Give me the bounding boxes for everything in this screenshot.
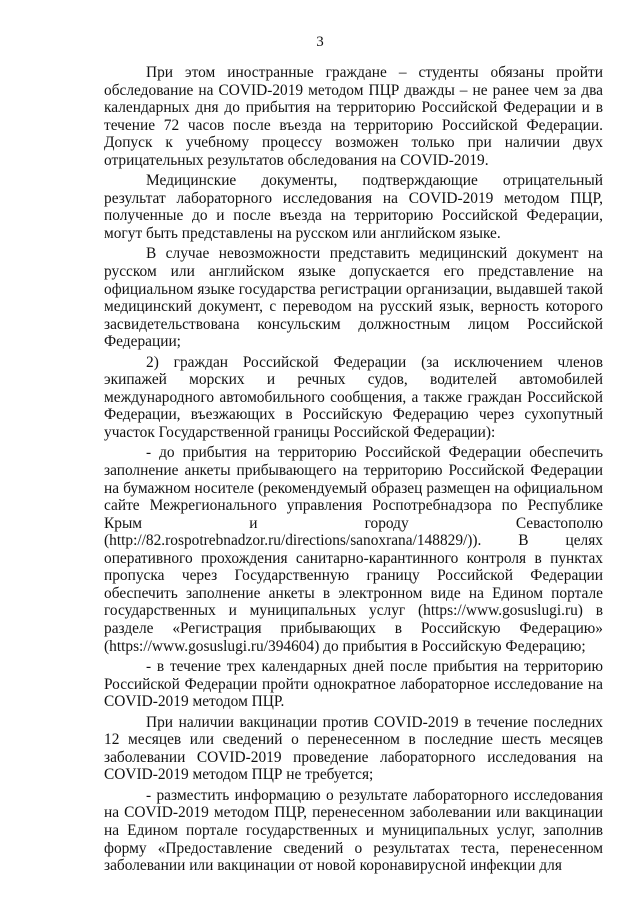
paragraph-translation-requirement: В случае невозможности представить медицинский документ на русском или английском языке допускается его представление на официальном языке государства регистрации организации, выдавшей такой медицинский документ, с переводом на русский язык, верность которого засвидетельствована консульским должностным лицом Российской Федерации; — [104, 245, 603, 351]
paragraph-pcr-after-arrival: - в течение трех календарных дней после прибытия на территорию Российской Федерации пройти однократное лабораторное исследование на COVID-2019 методом ПЦР. — [104, 658, 603, 711]
paragraph-gosuslugi-upload: - разместить информацию о результате лабораторного исследования на COVID-2019 методом ПЦР, перенесенном заболевании или вакцинации на Едином портале государственных и муниципальных услуг, заполнив форму «Предоставление сведений о результатах теста, перенесенном заболевании или вакцинации от новой коронавирусной инфекции для — [104, 786, 603, 875]
paragraph-vaccination-exemption: При наличии вакцинации против COVID-2019 в течение последних 12 месяцев или сведений о перенесенном в последние шесть месяцев заболевании COVID-2019 проведение лабораторного исследования на COVID-2019 методом ПЦР не требуется; — [104, 713, 603, 784]
paragraph-russian-citizens: 2) граждан Российской Федерации (за исключением членов экипажей морских и речных судов, водителей автомобилей международного автомобильного сообщения, а также граждан Российской Федерации, въезжающих в Российскую Федерацию через сухопутный участок Государственной границы Российской Федерации): — [104, 353, 603, 441]
paragraph-medical-documents: Медицинские документы, подтверждающие отрицательный результат лабораторного исследования на COVID-2019 методом ПЦР, полученные до и после въезда на территорию Российской Федерации, могут быть представлены на русском или английском языке. — [104, 172, 603, 242]
document-body — [104, 64, 603, 875]
paragraph-arrival-questionnaire: - до прибытия на территорию Российской Федерации обеспечить заполнение анкеты прибывающего на территорию Российской Федерации на бумажном носителе (рекомендуемый образец размещен на официальном сайте Межрегионального управления Роспотребнадзора по Республике Крым и городу Севастополю (http://82.rospotrebnadzor.ru/directions/sanoxrana/148829/)). В целях оперативного прохождения санитарно-карантинного контроля в пунктах пропуска через Государственную границу Российской Федерации обеспечить заполнение анкеты в электронном виде на Едином портале государственных и муниципальных услуг (https://www.gosuslugi.ru) в разделе «Регистрация прибывающих в Российскую Федерацию» (https://www.gosuslugi.ru/394604) до прибытия в Российскую Федерацию; — [104, 444, 603, 655]
paragraph-students-testing: При этом иностранные граждане – студенты обязаны пройти обследование на COVID-2019 методом ПЦР дважды – не ранее чем за два календарных дня до прибытия на территорию Российской Федерации и в течение 72 часов после въезда на территорию Российской Федерации. Допуск к учебному процессу возможен только при наличии двух отрицательных результатов обследования на COVID-2019. — [104, 64, 603, 169]
page-number: 3 — [316, 34, 324, 50]
